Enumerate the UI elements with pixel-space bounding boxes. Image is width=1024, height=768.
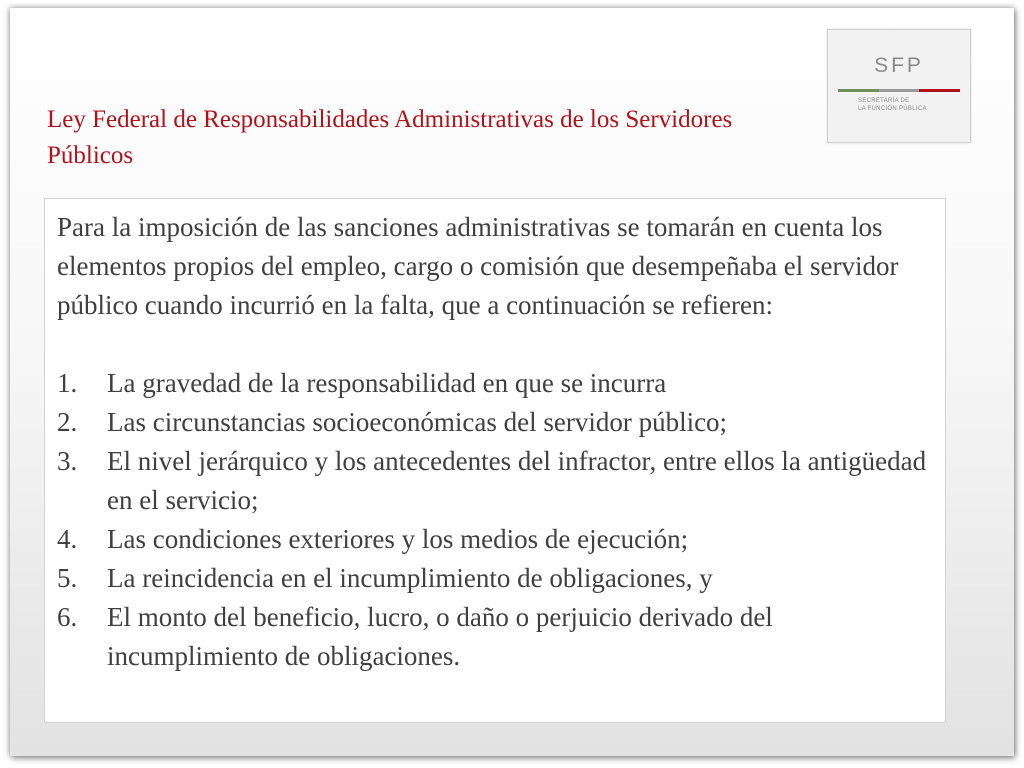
slide-title: Ley Federal de Responsabilidades Administrativas de los Servidores Públicos bbox=[47, 106, 733, 169]
logo-stripe-green bbox=[838, 89, 879, 92]
list-item bbox=[57, 520, 933, 559]
list-item-number: 6. bbox=[57, 602, 78, 632]
criteria-list bbox=[57, 364, 933, 676]
logo-acronym: SFP bbox=[874, 54, 924, 77]
list-item bbox=[57, 364, 933, 403]
list-item-number: 4. bbox=[57, 524, 78, 554]
logo-name-line2: LA FUNCIÓN PÚBLICA bbox=[858, 106, 927, 112]
content-box bbox=[44, 198, 946, 723]
logo-name bbox=[858, 97, 958, 113]
list-item-number: 2. bbox=[57, 407, 78, 437]
logo-name-line1: SECRETARÍA DE bbox=[858, 98, 910, 104]
logo-stripe-red bbox=[919, 89, 960, 92]
intro-paragraph: Para la imposición de las sanciones administrativas se tomarán en cuenta los elementos propios del empleo, cargo o comisión que desempeñaba el servidor público cuando incurrió en la falta, que a continuación se refieren: bbox=[57, 212, 899, 320]
list-item-text: El nivel jerárquico y los antecedentes del infractor, entre ellos la antigüedad en el servicio; bbox=[107, 446, 927, 515]
list-item bbox=[57, 442, 933, 520]
logo-stripe-gray bbox=[879, 89, 920, 92]
list-item-text: El monto del beneficio, lucro, o daño o perjuicio derivado del incumplimiento de obligaciones. bbox=[107, 602, 773, 671]
list-item bbox=[57, 559, 933, 598]
sfp-logo bbox=[827, 29, 971, 143]
slide bbox=[10, 8, 1014, 756]
list-item-text: La reincidencia en el incumplimiento de obligaciones, y bbox=[107, 563, 713, 593]
list-item-number: 3. bbox=[57, 446, 78, 476]
list-item bbox=[57, 598, 933, 676]
list-item-text: La gravedad de la responsabilidad en que se incurra bbox=[107, 368, 667, 398]
logo-stripe bbox=[838, 89, 960, 92]
list-item-number: 1. bbox=[57, 368, 78, 398]
list-item bbox=[57, 403, 933, 442]
list-item-text: Las condiciones exteriores y los medios de ejecución; bbox=[107, 524, 689, 554]
list-item-number: 5. bbox=[57, 563, 78, 593]
list-item-text: Las circunstancias socioeconómicas del servidor público; bbox=[107, 407, 728, 437]
